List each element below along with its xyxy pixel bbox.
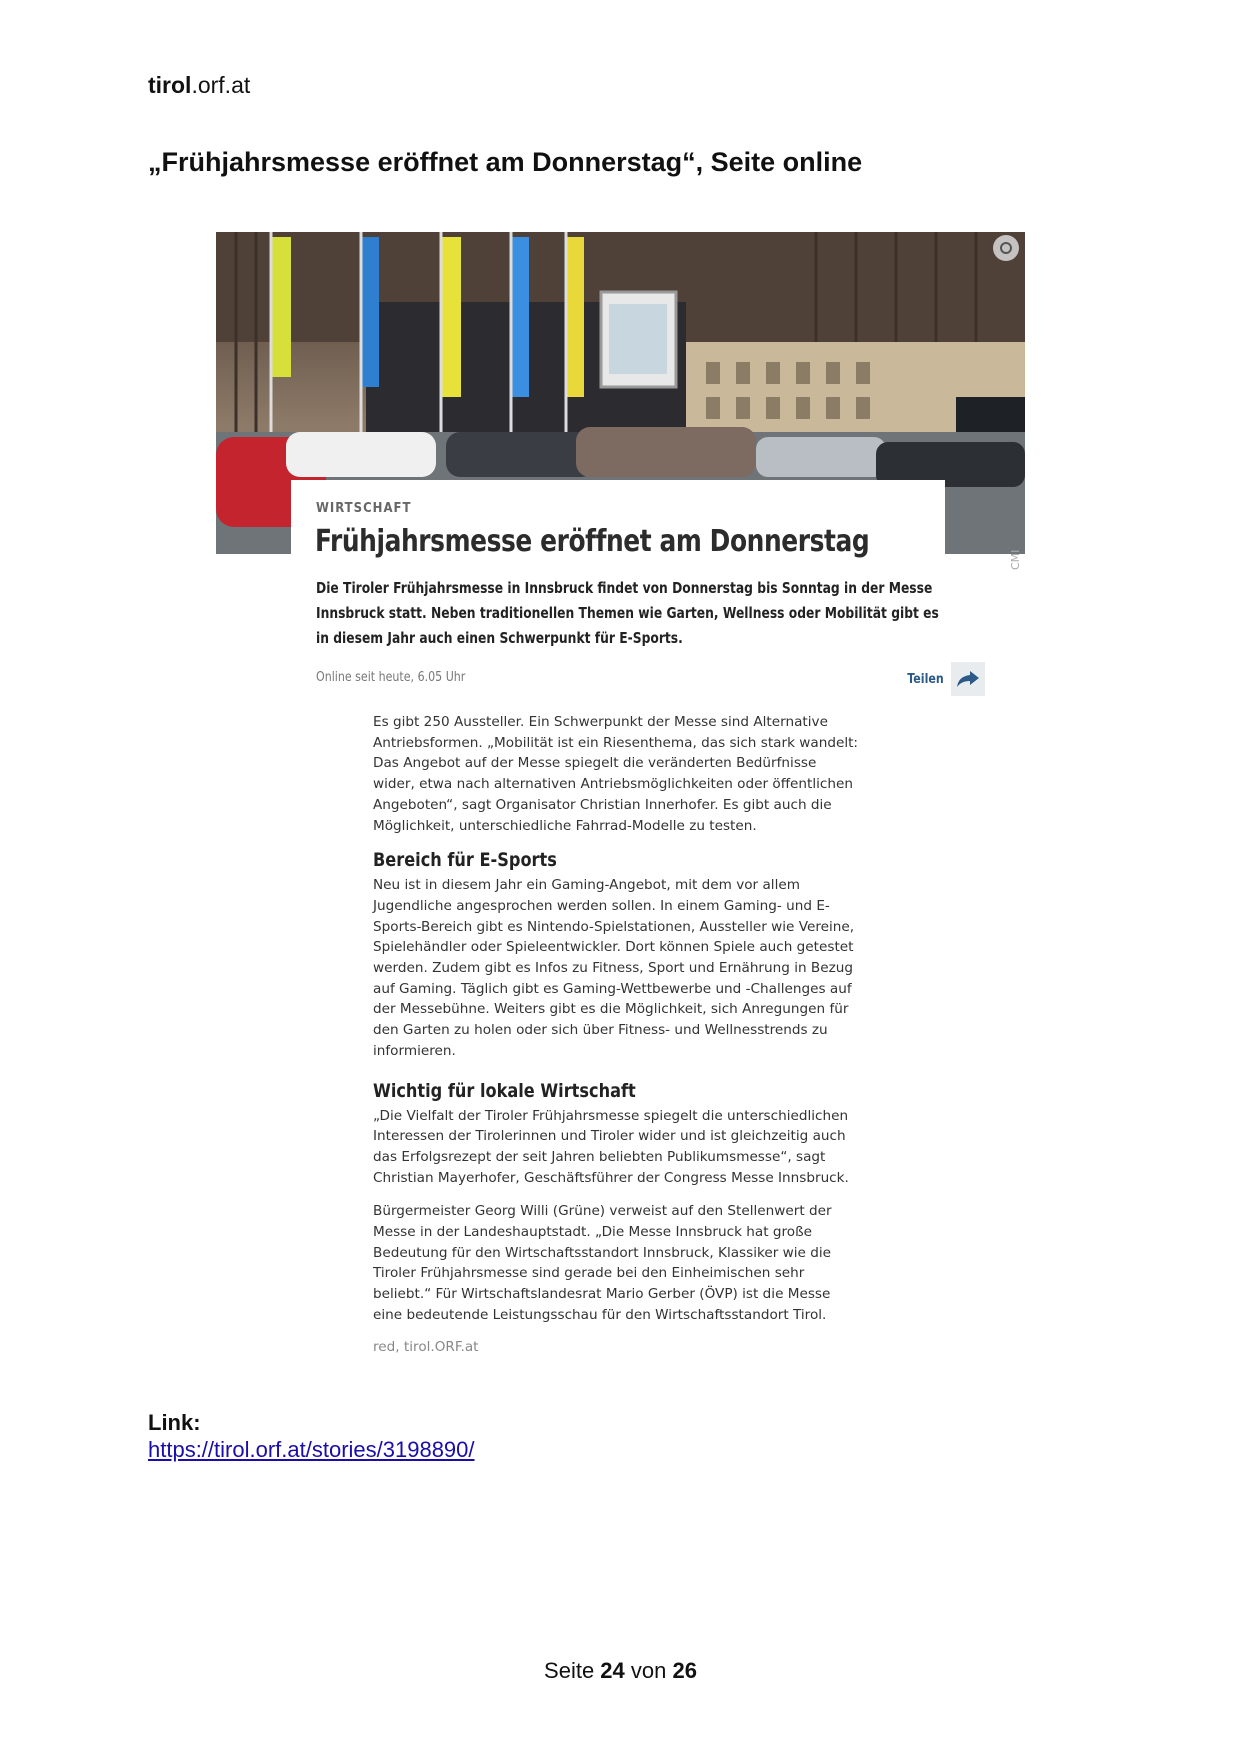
body-line: den Garten zu holen oder sich über Fitness- und Wellnesstrends zu xyxy=(373,1022,828,1039)
body-line: Sports-Bereich gibt es Nintendo-Spielstationen, Aussteller wie Vereine, xyxy=(373,918,855,935)
share-label: Teilen xyxy=(907,671,944,687)
article-lead xyxy=(316,576,939,651)
body-line: das Erfolgsrezept der seit Jahren beliebten Publikumsmesse“, sagt xyxy=(373,1148,826,1165)
link-label: Link: xyxy=(148,1410,201,1435)
body-paragraph xyxy=(373,1106,913,1189)
share-button[interactable] xyxy=(904,662,985,696)
subheading-wirtschaft: Wichtig für lokale Wirtschaft xyxy=(373,1079,636,1102)
body-paragraph xyxy=(373,1201,913,1325)
body-line: Bürgermeister Georg Willi (Grüne) verweist auf den Stellenwert der xyxy=(373,1203,832,1220)
body-paragraph xyxy=(373,712,913,836)
page-total: 26 xyxy=(672,1658,697,1683)
page-number: 24 xyxy=(600,1658,625,1683)
body-line: Das Angebot auf der Messe spiegelt die veränderten Bedürfnisse xyxy=(373,755,817,772)
published-time: Online seit heute, 6.05 Uhr xyxy=(316,670,466,685)
body-line: Es gibt 250 Aussteller. Ein Schwerpunkt der Messe sind Alternative xyxy=(373,714,828,730)
lead-line: Die Tiroler Frühjahrsmesse in Innsbruck findet von Donnerstag bis Sonntag in der Messe xyxy=(316,579,933,597)
article-title: Frühjahrsmesse eröffnet am Donnerstag xyxy=(315,524,870,559)
body-line: eine bedeutende Leistungsschau für den Wirtschaftsstandort Tirol. xyxy=(373,1306,827,1323)
body-line: Neu ist in diesem Jahr ein Gaming-Angebot, mit dem vor allem xyxy=(373,877,800,894)
body-line: Christian Mayerhofer, Geschäftsführer der Congress Messe Innsbruck. xyxy=(373,1169,849,1186)
body-line: wider, etwa nach alternativen Antriebsmöglichkeiten oder öffentlichen xyxy=(373,776,853,793)
body-line: Tiroler Frühjahrsmesse sind gerade bei den Einheimischen sehr xyxy=(373,1265,805,1282)
footer-middle: von xyxy=(624,1658,673,1683)
document-title: „Frühjahrsmesse eröffnet am Donnerstag“, Seite online xyxy=(148,147,863,177)
body-line: beliebt.“ Für Wirtschaftslandesrat Mario Gerber (ÖVP) ist die Messe xyxy=(373,1286,831,1303)
body-paragraph xyxy=(373,875,913,1061)
body-line: Spielehändler oder Spieleentwickler. Dort können Spiele auch getestet xyxy=(373,939,854,956)
body-line: werden. Zudem gibt es Infos zu Fitness, Sport und Ernährung in Bezug xyxy=(373,960,853,977)
body-line: der Messebühne. Weiters gibt es die Möglichkeit, sich Anregungen für xyxy=(373,1001,849,1018)
lead-line: in diesem Jahr auch einen Schwerpunkt für E-Sports. xyxy=(316,629,683,647)
body-line: Bedeutung für den Wirtschaftsstandort Innsbruck, Klassiker wie die xyxy=(373,1244,832,1261)
source-brand-rest: .orf.at xyxy=(191,72,251,98)
article-category[interactable]: WIRTSCHAFT xyxy=(316,501,412,516)
subheading-esports: Bereich für E-Sports xyxy=(373,849,557,872)
article-screenshot xyxy=(216,232,1025,1392)
body-line: Angeboten“, sagt Organisator Christian Innerhofer. Es gibt auch die xyxy=(373,796,832,813)
article-body xyxy=(373,712,913,1355)
page-footer xyxy=(0,1658,1241,1684)
body-line: Messe in der Landeshauptstadt. „Die Messe Innsbruck hat große xyxy=(373,1224,813,1241)
source-link[interactable]: https://tirol.orf.at/stories/3198890/ xyxy=(148,1437,475,1462)
source-header xyxy=(148,72,250,99)
body-line: Möglichkeit, unterschiedliche Fahrrad-Modelle zu testen. xyxy=(373,817,757,834)
share-arrow-icon[interactable] xyxy=(951,662,985,696)
footer-prefix: Seite xyxy=(544,1658,601,1683)
source-brand-bold: tirol xyxy=(148,72,192,98)
body-line: auf Gaming. Täglich gibt es Gaming-Wettbewerbe und -Challenges auf xyxy=(373,980,852,997)
image-credit: CMI xyxy=(1009,549,1022,570)
body-line: Antriebsformen. „Mobilität ist ein Riesenthema, das sich stark wandelt: xyxy=(373,734,859,751)
body-line: Jugendliche angesprochen werden sollen. In einem Gaming- und E- xyxy=(373,897,830,914)
lead-line: Innsbruck statt. Neben traditionellen Themen wie Garten, Wellness oder Mobilität gibt es xyxy=(316,604,939,622)
article-author: red, tirol.ORF.at xyxy=(373,1338,479,1355)
body-line: informieren. xyxy=(373,1042,456,1059)
body-line: Interessen der Tirolerinnen und Tiroler wider und ist gleichzeitig auch xyxy=(373,1128,846,1145)
body-line: „Die Vielfalt der Tiroler Frühjahrsmesse spiegelt die unterschiedlichen xyxy=(373,1107,849,1124)
